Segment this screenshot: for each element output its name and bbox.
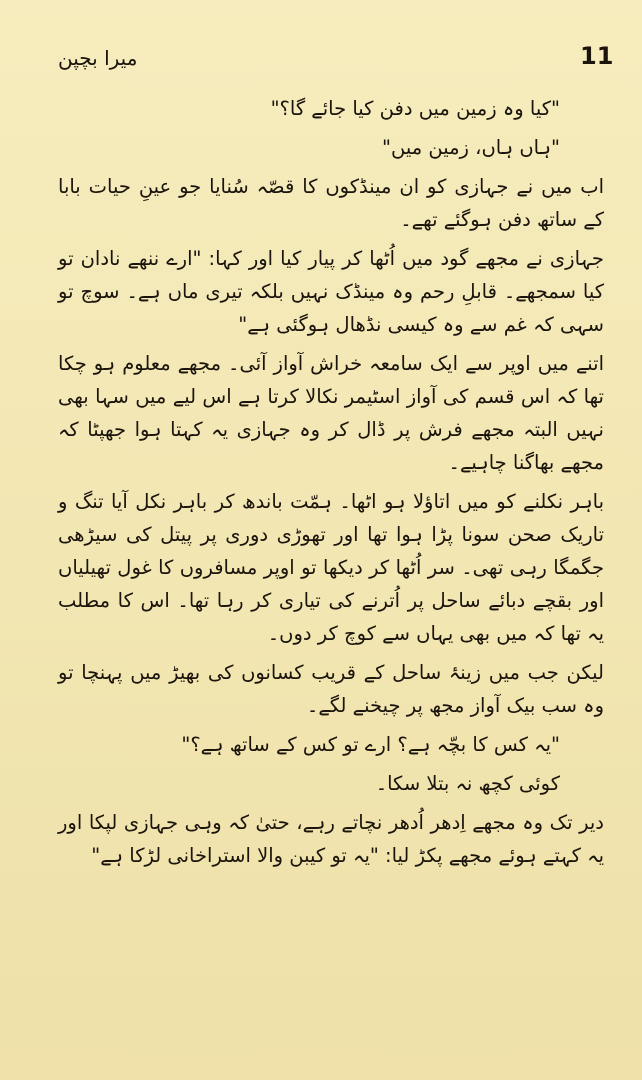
paragraph: کوئی کچھ نہ بتلا سکا۔: [375, 772, 560, 795]
page-body: [58, 92, 604, 878]
page-number: 11: [580, 42, 614, 70]
paragraph: لیکن جب میں زینۂ ساحل کے قریب کسانوں کی بھیڑ میں پہنچا تو وہ سب بیک آواز مجھ پر چیخنے لگے۔: [58, 661, 604, 717]
paragraph: "ہاں ہاں، زمین میں": [382, 136, 560, 159]
page-header: [0, 38, 642, 78]
paragraph: باہر نکلنے کو میں اتاؤلا ہو اٹھا۔ ہمّت باندھ کر باہر نکل آیا تنگ و تاریک صحن سونا پڑا ہوا تھا اور تھوڑی دوری پر پیتل کی سیڑھی جگمگا رہی تھی۔ سر اُٹھا کر دیکھا تو اوپر مسافروں کا غول تھیلیاں اور بقچے دبائے ساحل پر اُترنے کی تیاری کر رہا تھا۔ اس کا مطلب یہ تھا کہ میں بھی یہاں سے کوچ کر دوں۔: [58, 490, 604, 645]
paragraph: دیر تک وہ مجھے اِدھر اُدھر نچاتے رہے، حتیٰ کہ وہی جہازی لپکا اور یہ کہتے ہوئے مجھے پکڑ لیا: "یہ تو کیبن والا استراخانی لڑکا ہے": [58, 811, 604, 867]
paragraph: "کیا وہ زمین میں دفن کیا جائے گا؟": [270, 97, 560, 120]
running-title: میرا بچپن: [58, 46, 138, 70]
paragraph: جہازی نے مجھے گود میں اُٹھا کر پیار کیا اور کہا: "ارے ننھے نادان تو کیا سمجھے۔ قابلِ رحم وہ مینڈک نہیں بلکہ تیری ماں ہے۔ سوچ تو سہی کہ غم سے وہ کیسی نڈھال ہوگئی ہے": [58, 247, 604, 336]
paragraph: اب میں نے جہازی کو ان مینڈکوں کا قصّہ سُنایا جو عینِ حیات بابا کے ساتھ دفن ہوگئے تھے۔: [58, 175, 604, 231]
paragraph: "یہ کس کا بچّہ ہے؟ ارے تو کس کے ساتھ ہے؟": [181, 733, 560, 756]
paragraph: اتنے میں اوپر سے ایک سامعہ خراش آواز آئی۔ مجھے معلوم ہو چکا تھا کہ اس قسم کی آواز اسٹیمر نکالا کرتا ہے اس لیے میں سہا بھی نہیں البتہ مجھے فرش پر ڈال کر وہ جہازی یہ کہتا ہوا جھپٹا کہ مجھے بھاگنا چاہیے۔: [58, 352, 604, 474]
